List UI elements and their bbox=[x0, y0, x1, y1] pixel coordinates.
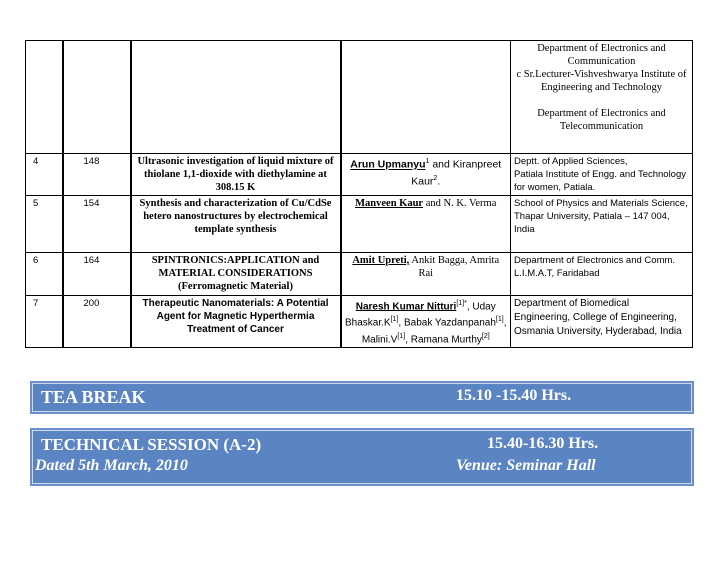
affiliation: School of Physics and Materials Science, Thapar University, Patiala – 147 004, India bbox=[511, 196, 693, 253]
session-venue: Venue: Seminar Hall bbox=[456, 457, 596, 474]
table-row bbox=[26, 253, 693, 296]
tea-break-banner bbox=[32, 383, 692, 412]
paper-code: 200 bbox=[63, 296, 131, 348]
table-row bbox=[26, 154, 693, 196]
affiliation: Department of Biomedical Engineering, College of Engineering, Osmania University, Hyderabad, India bbox=[511, 296, 693, 348]
paper-code: 154 bbox=[63, 196, 131, 253]
serial-number: 4 bbox=[26, 154, 63, 196]
affiliation-cell: Department of Electronics and Communication c Sr.Lecturer-Vishveshwarya Institute of Engineering and Technology Department of Electronics and Telecommunication bbox=[511, 41, 693, 154]
technical-session-banner bbox=[32, 430, 692, 484]
paper-title: Therapeutic Nanomaterials: A Potential Agent for Magnetic Hyperthermia Treatment of Cancer bbox=[131, 296, 341, 348]
authors: Naresh Kumar Nitturi$^{[1]*}$, Uday Bhaskar.K[1], Babak Yazdanpanah[1], Malini.V[1], Ramana Murthy[2] bbox=[341, 296, 511, 348]
paper-title: Synthesis and characterization of Cu/CdSe hetero nanostructures by electrochemical template synthesis bbox=[131, 196, 341, 253]
affiliation: Department of Electronics and Comm. L.I.M.A.T, Faridabad bbox=[511, 253, 693, 296]
table-row bbox=[26, 196, 693, 253]
paper-title: Ultrasonic investigation of liquid mixture of thiolane 1,1-dioxide with diethylamine at 308.15 K bbox=[131, 154, 341, 196]
serial-number: 7 bbox=[26, 296, 63, 348]
table-row bbox=[26, 41, 693, 154]
serial-number: 6 bbox=[26, 253, 63, 296]
table-row bbox=[26, 296, 693, 348]
paper-code: 148 bbox=[63, 154, 131, 196]
session-date: Dated 5th March, 2010 bbox=[35, 457, 188, 474]
serial-number: 5 bbox=[26, 196, 63, 253]
authors: Manveen Kaur and N. K. Verma bbox=[341, 196, 511, 253]
schedule-table bbox=[25, 40, 693, 348]
tea-break-label: TEA BREAK bbox=[41, 387, 146, 407]
session-label: TECHNICAL SESSION (A-2) bbox=[41, 435, 262, 454]
paper-code: 164 bbox=[63, 253, 131, 296]
authors: Arun Upmanyu$^1$ and Kiranpreet Kaur$^2$. bbox=[341, 154, 511, 196]
tea-break-time: 15.10 -15.40 Hrs. bbox=[456, 387, 572, 404]
paper-title: SPINTRONICS:APPLICATION and MATERIAL CONSIDERATIONS (Ferromagnetic Material) bbox=[131, 253, 341, 296]
affiliation: Deptt. of Applied Sciences, Patiala Institute of Engg. and Technology for women, Patiala. bbox=[511, 154, 693, 196]
session-time: 15.40-16.30 Hrs. bbox=[487, 435, 599, 452]
authors: Amit Upreti, Ankit Bagga, Amrita Rai bbox=[341, 253, 511, 296]
